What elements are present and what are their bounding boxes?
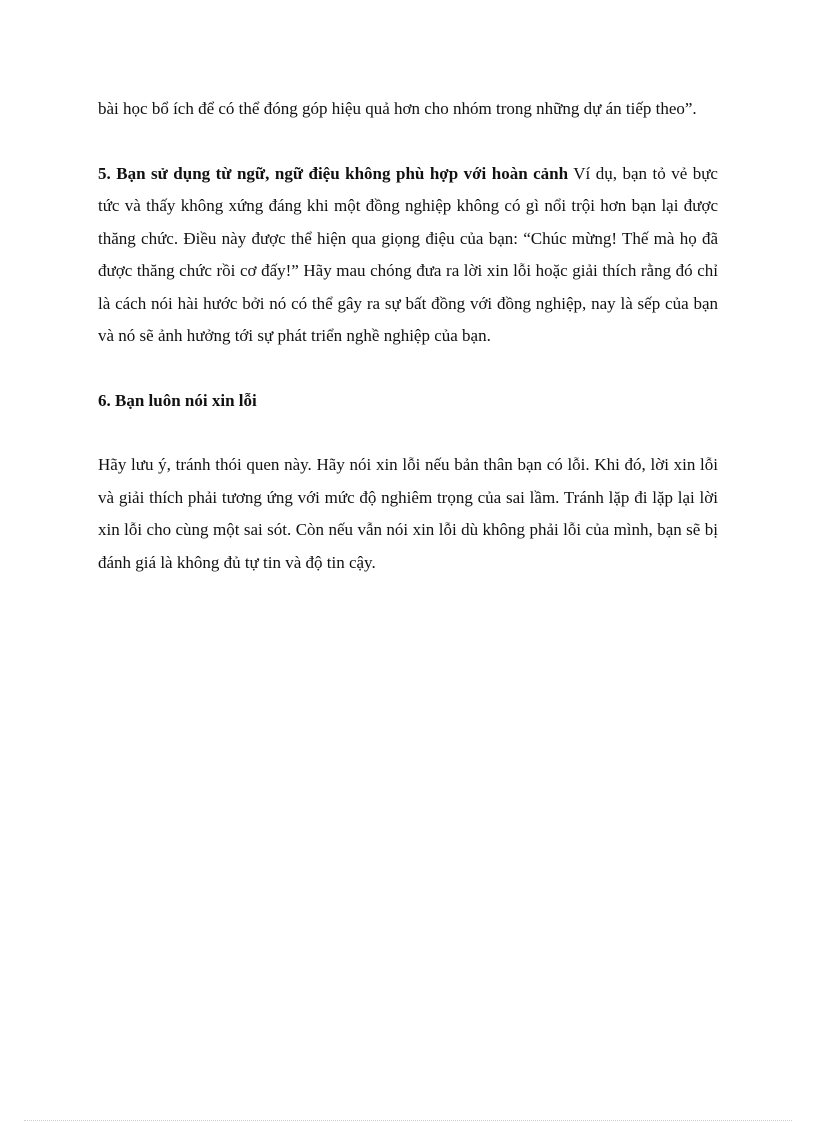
section-5-paragraph [98,158,718,353]
page-bottom-divider [24,1120,792,1121]
section-6-heading: 6. Bạn luôn nói xin lỗi [98,390,257,410]
paragraph-continuation: bài học bổ ích để có thể đóng góp hiệu quả hơn cho nhóm trong những dự án tiếp theo”. [98,99,697,118]
document-body [98,93,718,579]
section-5-body: Ví dụ, bạn tỏ vẻ bực tức và thấy không xứng đáng khi một đồng nghiệp không có gì nổi trội hơn bạn lại được thăng chức. Điều này được thể hiện qua giọng điệu của bạn: “Chúc mừng! Thế mà họ đã được thăng chức rồi cơ đấy!” Hãy mau chóng đưa ra lời xin lỗi hoặc giải thích rằng đó chỉ là cách nói hài hước bởi nó có thể gây ra sự bất đồng với đồng nghiệp, nay là sếp của bạn và nó sẽ ảnh hưởng tới sự phát triển nghề nghiệp của bạn. [98,163,718,345]
section-5-heading: 5. Bạn sử dụng từ ngữ, ngữ điệu không phù hợp với hoàn cảnh [98,163,569,183]
section-6-body: Hãy lưu ý, tránh thói quen này. Hãy nói xin lỗi nếu bản thân bạn có lỗi. Khi đó, lời xin lỗi và giải thích phải tương ứng với mức độ nghiêm trọng của sai lầm. Tránh lặp đi lặp lại lời xin lỗi cho cùng một sai sót. Còn nếu vẫn nói xin lỗi dù không phải lỗi của mình, bạn sẽ bị đánh giá là không đủ tự tin và độ tin cậy. [98,455,718,572]
